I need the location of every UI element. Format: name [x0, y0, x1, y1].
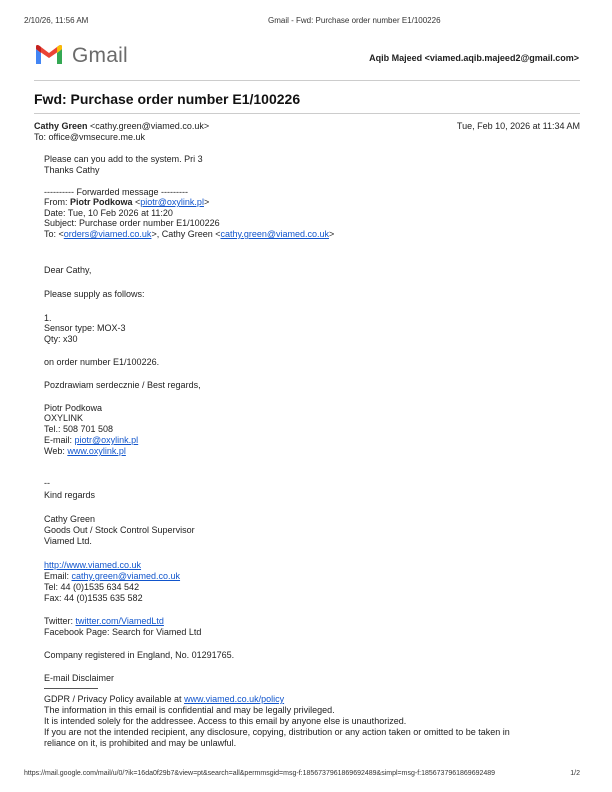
forwarded-to [44, 229, 334, 239]
sig2-title: Goods Out / Stock Control Supervisor [44, 525, 195, 535]
disclaimer-divider [44, 688, 98, 689]
sig2-website-link[interactable] [44, 560, 141, 570]
sig1-web-label: Web: [44, 446, 68, 456]
gmail-m-icon [34, 44, 64, 66]
email-subject: Fwd: Purchase order number E1/100226 [34, 91, 301, 107]
forwarded-to-mid: >, Cathy Green < [151, 229, 221, 239]
kind-regards: Kind regards [44, 490, 96, 500]
print-footer-url: https://mail.google.com/mail/u/0/?ik=16da0f29b7&view=pt&search=all&permmsgid=msg-f:1856737961869692489&simpl=msg-f:1856737961869692489 [24, 770, 496, 777]
account-label: Aqib Majeed <viamed.aqib.majeed2@gmail.com> [369, 53, 579, 63]
sig2-email-link[interactable]: cathy.green@viamed.co.uk [71, 571, 181, 581]
forwarded-from-label: From: [44, 197, 70, 207]
recipient-line: To: office@vmsecure.me.uk [34, 132, 146, 142]
sig1-web-link[interactable]: www.oxylink.pl [67, 446, 126, 456]
forwarded-date: Date: Tue, 10 Feb 2026 at 11:20 [44, 208, 173, 218]
sig2-name: Cathy Green [44, 514, 96, 524]
item-sensor: Sensor type: MOX-3 [44, 323, 126, 333]
email-date: Tue, Feb 10, 2026 at 11:34 AM [456, 121, 580, 131]
sig1-name: Piotr Podkowa [44, 403, 103, 413]
disclaimer-line-4: reliance on it, is prohibited and may be unlawful. [44, 738, 237, 748]
sender-line [34, 121, 209, 132]
disclaimer-line-3: If you are not the intended recipient, any disclosure, copying, distribution or any action taken or omitted to be taken in [44, 727, 510, 737]
sig2-twitter-line [44, 616, 164, 626]
sig2-email-label: Email: [44, 571, 72, 581]
print-page-number: 1/2 [570, 770, 580, 777]
sig2-tel: Tel: 44 (0)1535 634 542 [44, 582, 140, 592]
sig1-tel: Tel.: 508 701 508 [44, 424, 114, 434]
disclaimer-line-2: It is intended solely for the addressee. Access to this email by anyone else is unauthorized. [44, 716, 407, 726]
intro-line-1: Please can you add to the system. Pri 3 [44, 154, 203, 164]
disclaimer-title: E-mail Disclaimer [44, 673, 115, 683]
forwarded-divider: ---------- Forwarded message --------- [44, 187, 188, 197]
greeting: Dear Cathy, [44, 265, 92, 275]
sig2-fax: Fax: 44 (0)1535 635 582 [44, 593, 143, 603]
subject-divider [34, 113, 580, 114]
sig2-email-line [44, 571, 180, 581]
order-line: on order number E1/100226. [44, 357, 160, 367]
forwarded-to-end: > [329, 229, 335, 239]
sig2-twitter-label: Twitter: [44, 616, 76, 626]
forwarded-from: From: Piotr Podkowa <piotr@oxylink.pl> [44, 197, 210, 207]
intro-line-2: Thanks Cathy [44, 165, 100, 175]
regards-line: Pozdrawiam serdecznie / Best regards, [44, 380, 201, 390]
sig2-facebook: Facebook Page: Search for Viamed Ltd [44, 627, 202, 637]
request-line: Please supply as follows: [44, 289, 145, 299]
forwarded-from-email[interactable]: piotr@oxylink.pl [140, 197, 204, 207]
print-datetime: 2/10/26, 11:56 AM [24, 16, 89, 25]
sig1-email-label: E-mail: [44, 435, 75, 445]
disclaimer-line-1: The information in this email is confidential and may be legally privileged. [44, 705, 335, 715]
forwarded-from-name: Piotr Podkowa [70, 197, 133, 207]
forwarded-to-email-2[interactable]: cathy.green@viamed.co.uk [220, 229, 330, 239]
item-number: 1. [44, 313, 52, 323]
sig2-company: Viamed Ltd. [44, 536, 92, 546]
sig2-website[interactable]: http://www.viamed.co.uk [44, 560, 142, 570]
gdpr-label: GDPR / Privacy Policy available at [44, 694, 185, 704]
gmail-wordmark: Gmail [72, 44, 128, 67]
sender-email: <cathy.green@viamed.co.uk> [90, 121, 210, 131]
sender-name: Cathy Green [34, 121, 88, 131]
sig1-web-line [44, 446, 126, 456]
sig1-company: OXYLINK [44, 413, 84, 423]
forwarded-subject: Subject: Purchase order number E1/100226 [44, 218, 220, 228]
sig2-registered: Company registered in England, No. 01291765. [44, 650, 235, 660]
header-divider [34, 80, 580, 81]
gmail-logo[interactable] [34, 44, 134, 70]
item-qty: Qty: x30 [44, 334, 78, 344]
print-title: Gmail - Fwd: Purchase order number E1/100226 [268, 16, 441, 25]
sig2-twitter-link[interactable]: twitter.com/ViamedLtd [75, 616, 164, 626]
signature-dash: -- [44, 478, 50, 488]
gdpr-line [44, 694, 284, 704]
gdpr-link[interactable]: www.viamed.co.uk/policy [184, 694, 285, 704]
forwarded-to-email-1[interactable]: orders@viamed.co.uk [63, 229, 152, 239]
sig1-email-line [44, 435, 138, 445]
forwarded-to-label: To: < [44, 229, 64, 239]
sig1-email-link[interactable]: piotr@oxylink.pl [74, 435, 139, 445]
